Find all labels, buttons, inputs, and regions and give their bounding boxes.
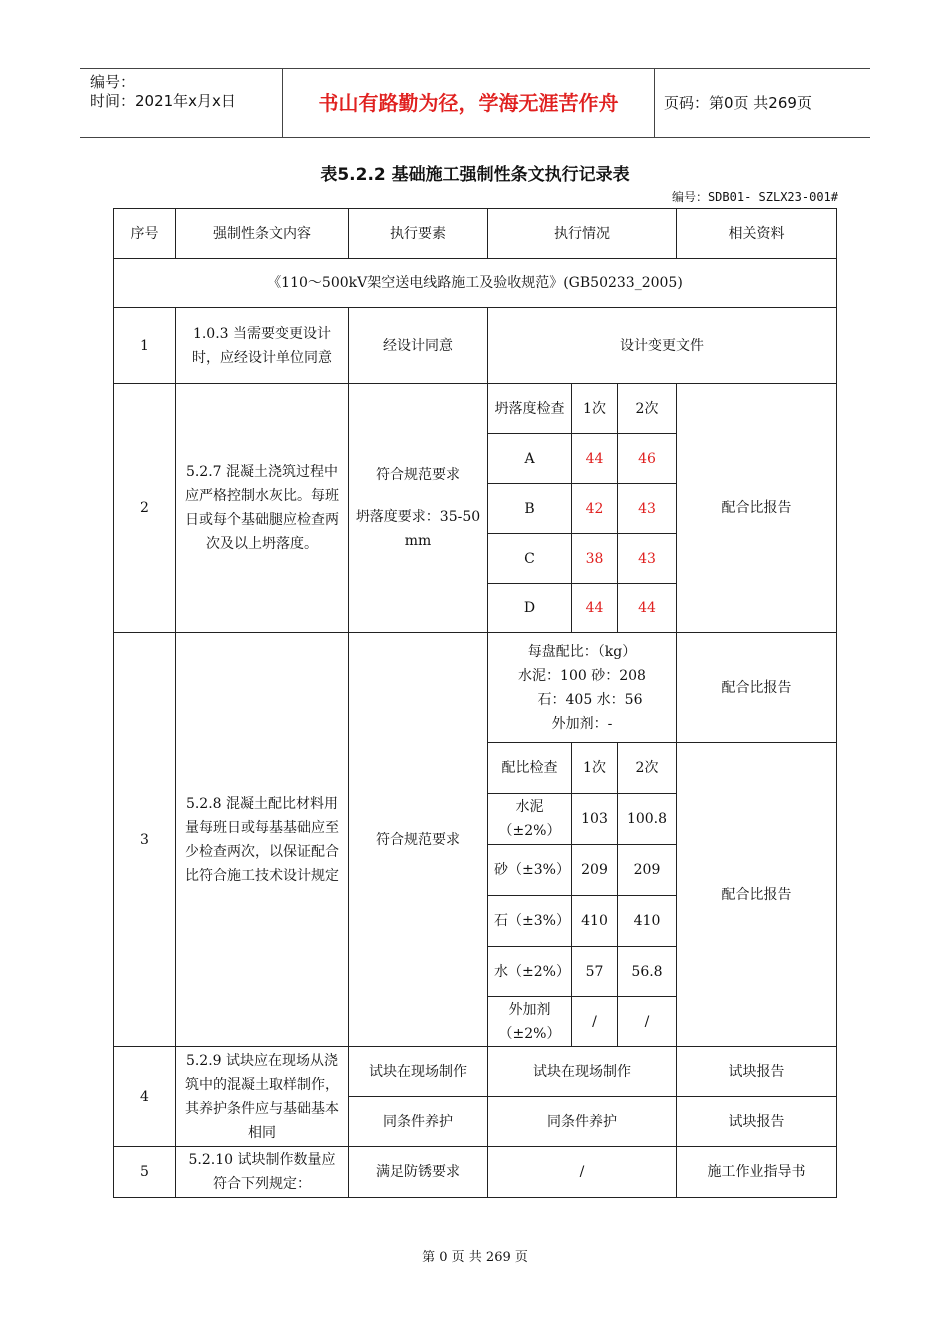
execution-status: 试块在现场制作: [488, 1047, 677, 1097]
header-cell-content: 强制性条文内容: [176, 209, 349, 259]
execution-element: 符合规范要求: [349, 633, 488, 1047]
execution-element: 经设计同意: [349, 308, 488, 384]
slump-value: 38: [572, 534, 618, 584]
execution-element: 试块在现场制作: [349, 1047, 488, 1097]
table-row: [114, 1147, 837, 1198]
table-row: [114, 1047, 837, 1097]
header-page-info: 页码：第0页 共269页: [664, 94, 812, 112]
execution-element: [349, 384, 488, 633]
material-value: 57: [572, 947, 618, 997]
material-label: 砂（±3%）: [488, 845, 572, 896]
table-row: [114, 633, 837, 743]
slump-label: B: [488, 484, 572, 534]
check-col-1: 1次: [572, 743, 618, 794]
clause-content: 1.0.3 当需要变更设计时，应经设计单位同意: [176, 308, 349, 384]
clause-content: 5.2.10 试块制作数量应符合下列规定：: [176, 1147, 349, 1198]
check-col-1: 1次: [572, 384, 618, 434]
clause-content: 5.2.7 混凝土浇筑过程中应严格控制水灰比。每班日或每个基础腿应检查两次及以上坍落度。: [176, 384, 349, 633]
page-footer: 第 0 页 共 269 页: [422, 1250, 528, 1265]
reference-doc: 试块报告: [677, 1097, 837, 1147]
slump-requirement: 坍落度要求：35-50mm: [355, 509, 481, 549]
header-divider: [654, 69, 655, 137]
slump-value: 44: [618, 584, 677, 633]
material-value: 100.8: [618, 794, 677, 845]
execution-element: 满足防锈要求: [349, 1147, 488, 1198]
reference-doc: 施工作业指导书: [677, 1147, 837, 1198]
check-col-2: 2次: [618, 743, 677, 794]
material-value: 410: [618, 896, 677, 947]
header-number: 编号：: [90, 73, 136, 91]
slump-value: 44: [572, 584, 618, 633]
element-line: 符合规范要求: [376, 467, 460, 483]
row-number: 2: [114, 384, 176, 633]
table-row: [114, 384, 837, 434]
slump-value: 46: [618, 434, 677, 484]
mix-line: 每盘配比：（kg）: [527, 643, 637, 660]
material-label: 水泥（±2%）: [488, 794, 572, 845]
reference-doc: 配合比报告: [677, 633, 837, 743]
header-cell-element: 执行要素: [349, 209, 488, 259]
mix-check-label: 配比检查: [488, 743, 572, 794]
material-value: 209: [572, 845, 618, 896]
header-cell-status: 执行情况: [488, 209, 677, 259]
material-value: 209: [618, 845, 677, 896]
standard-row: [114, 259, 837, 308]
record-table: [113, 208, 837, 1198]
mix-line: 水泥：100 砂：208: [518, 667, 646, 684]
material-label: 水（±2%）: [488, 947, 572, 997]
slump-label: C: [488, 534, 572, 584]
header-cell-reference: 相关资料: [677, 209, 837, 259]
execution-status: 设计变更文件: [488, 308, 837, 384]
mix-line: 外加剂：-: [551, 715, 613, 732]
slump-check-label: 坍落度检查: [488, 384, 572, 434]
slump-label: D: [488, 584, 572, 633]
row-number: 1: [114, 308, 176, 384]
material-value: /: [572, 997, 618, 1047]
row-number: 5: [114, 1147, 176, 1198]
reference-doc: 配合比报告: [677, 384, 837, 633]
clause-content: 5.2.8 混凝土配比材料用量每班日或每基基础应至少检查两次，以保证配合比符合施工技术设计规定: [176, 633, 349, 1047]
execution-status: /: [488, 1147, 677, 1198]
standard-title: 《110～500kV架空送电线路施工及验收规范》(GB50233_2005): [114, 259, 837, 308]
mix-line: 石：405 水：56: [537, 691, 643, 708]
slump-value: 43: [618, 534, 677, 584]
document-code: 编号：SDB01- SZLX23-001#: [671, 190, 838, 204]
slump-value: 42: [572, 484, 618, 534]
material-value: 410: [572, 896, 618, 947]
slump-value: 44: [572, 434, 618, 484]
material-label: 外加剂（±2%）: [488, 997, 572, 1047]
material-value: 103: [572, 794, 618, 845]
header-motto: 书山有路勤为径，学海无涯苦作舟: [318, 91, 619, 115]
material-label: 石（±3%）: [488, 896, 572, 947]
row-number: 3: [114, 633, 176, 1047]
execution-status: 同条件养护: [488, 1097, 677, 1147]
row-number: 4: [114, 1047, 176, 1147]
header-time: 时间：2021年x月x日: [90, 92, 236, 110]
table-row: [114, 308, 837, 384]
slump-value: 43: [618, 484, 677, 534]
page-header: [80, 68, 870, 138]
reference-doc: 配合比报告: [677, 743, 837, 1047]
mix-ratio-box: [488, 633, 677, 743]
material-value: /: [618, 997, 677, 1047]
material-value: 56.8: [618, 947, 677, 997]
document-title: 表5.2.2 基础施工强制性条文执行记录表: [320, 165, 630, 185]
clause-content: 5.2.9 试块应在现场从浇筑中的混凝土取样制作，其养护条件应与基础基本相同: [176, 1047, 349, 1147]
check-col-2: 2次: [618, 384, 677, 434]
table-header-row: [114, 209, 837, 259]
reference-doc: 试块报告: [677, 1047, 837, 1097]
header-meta: [90, 73, 282, 111]
header-cell-no: 序号: [114, 209, 176, 259]
execution-element: 同条件养护: [349, 1097, 488, 1147]
slump-label: A: [488, 434, 572, 484]
